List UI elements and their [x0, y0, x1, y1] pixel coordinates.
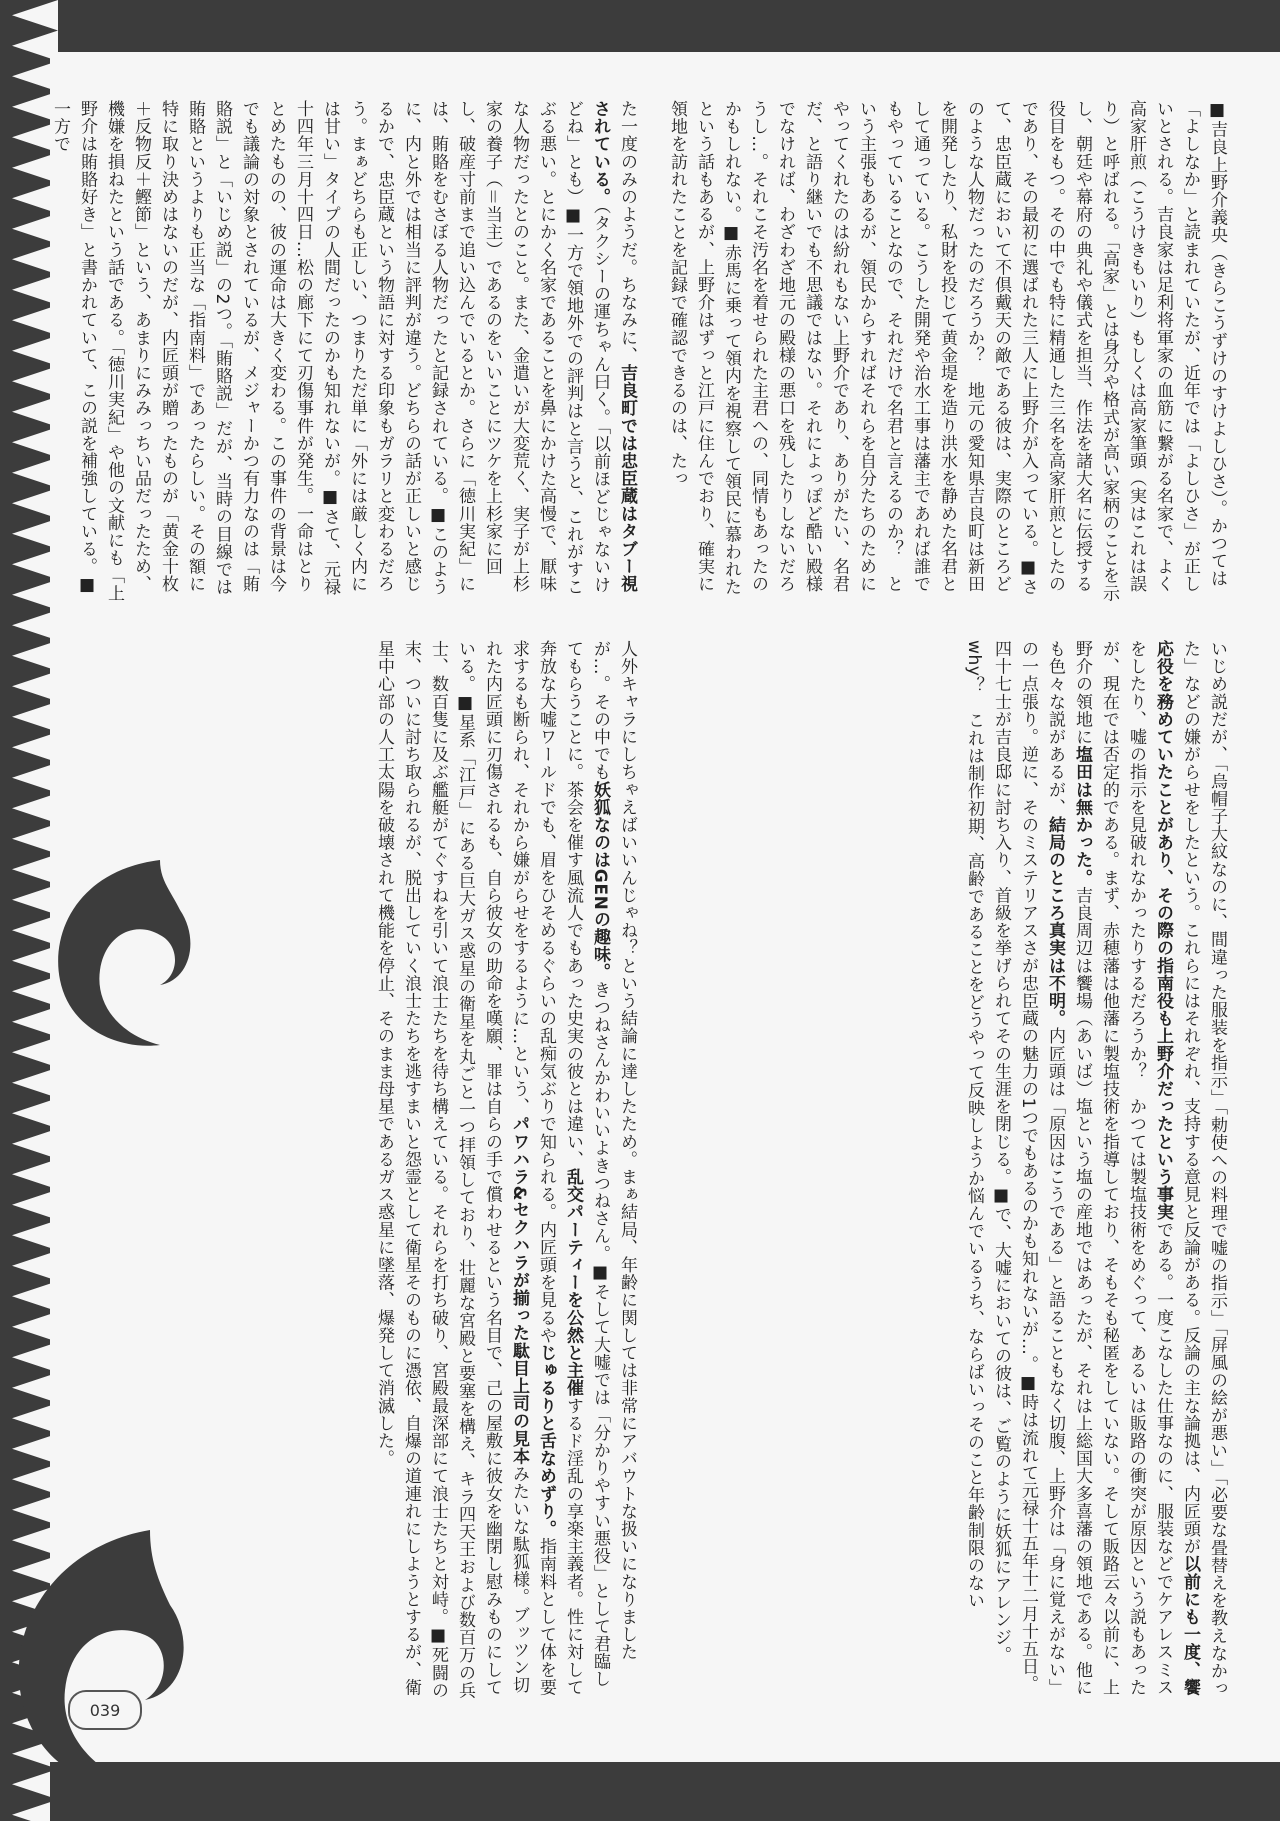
emphasis-text: 以前にも一度、饗応役を務めていたことがあり、その際の指南役も上野介だったという事実	[1153, 640, 1200, 1697]
text-section-taboo	[50, 100, 640, 610]
emphasis-text: パワハラ&セクハラが揃った駄目上司の見本	[509, 1115, 529, 1466]
bottom-frame	[50, 1762, 1280, 1821]
emphasis-text: 塩田は無かった。	[1072, 745, 1092, 887]
emphasis-text: 乱交パーティーを公然と主催	[563, 1168, 583, 1397]
emphasis-text: 結局のところ真実は不明。	[1045, 816, 1065, 1028]
body-text: 人外キャラにしちゃえばいいんじゃね？という結論に達したため。まぁ結局、年齢に関しては非常にアバウトな扱いになりましたが…。その中でも	[590, 640, 637, 1661]
text-section-kitsune	[110, 640, 640, 1700]
body-text: するド淫乱の享楽主義者。性に対して奔放な大嘘ワールドでも、眉をひそめるぐらいの乱痴気ぶりで知られる。内匠頭を見るや	[536, 640, 583, 1697]
body-text: みたいな駄狐様。ブッツン切れた内匠頭に刃傷されるも、自ら彼女の助命を嘆願、罪は自らの手で償わせるという名目で、己の屋敷に彼女を幽閉し慰みものにしている。■星系「江戸」にある巨大ガス惑星の衛星を丸ごと一つ拝領しており、壮麗な宮殿と要塞を構え、キラ四天王および数百万の兵士、数百隻に及ぶ艦艇がてぐすねを引いて浪士たちを待ち構えている。それらを打ち破り、宮殿最深部にて浪士たちと対峙。■死闘の末、ついに討ち取られるが、脱出していく浪士たちを逃すまいと怨霊として衛星そのものに憑依、自爆の道連れにしようとするが、衛星中心部の人工太陽を破壊されて機能を停止、そのまま母星であるガス惑星に墜落、爆発して消滅した。	[374, 640, 529, 1699]
body-text: きつねさんかわいいよきつねさん。■そして大嘘では「分かりやすい悪役」として君臨してもらうことに。茶会を催す風流人でもあった史実の彼とは違い、	[563, 640, 610, 1688]
emphasis-text: じゅるりと舌なめずり。	[536, 1344, 556, 1538]
text-section-kira	[655, 100, 1230, 610]
body-text: 吉良周辺は饗場（あいば）塩という塩の産地ではあったが、それは上総国大多喜藩の領地である。他にも色々な説があるが、	[1045, 640, 1092, 1697]
tomoe-crest-icon	[0, 1520, 180, 1800]
body-text: ■吉良上野介義央（きらこうずけのすけよしひさ）。かつては「よしなか」と読まれていたが、近年では「よしひさ」が正しいとされる。吉良家は足利将軍家の血筋に繋がる名家で、よく高家肝煎（こうけきもいり）もしくは高家筆頭（実はこれは誤り）と呼ばれる。「高家」とは身分や格式が高い家柄のことを示し、朝廷や幕府の典礼や儀式を担当、作法を諸大名に伝授する役目をもつ。その中でも特に精通した三名を高家肝煎としたのであり、その最初に選ばれた三人に上野介が入っている。■さて、忠臣蔵において不倶戴天の敵である彼は、実際のところどのような人物だったのだろうか？ 地元の愛知県吉良町は新田を開発したり、私財を投じて黄金堤を造り洪水を静めた名君として通っている。こうした開発や治水工事は藩主であれば誰でもやっていることなので、それだけで名君と言えるのか？ という主張もあるが、領民からすればそれらを自分たちのためにやってくれたのは紛れもない上野介であり、ありがたい、名君だ、と語り継いでも不思議ではない。それによっぽど酷い殿様でなければ、わざわざ地元の殿様の悪口を残したりしないだろうし…。それこそ汚名を着せられた主君への、同情もあったのかもしれない。■赤馬に乗って領内を視察して領民に慕われたという話もあるが、上野介はずっと江戸に住んでおり、確実に領地を訪れたことを記録で確認できるのは、たっ	[667, 100, 1227, 602]
body-text: いじめ説だが、「烏帽子大紋なのに、間違った服装を指示」「勅使への料理で嘘の指示」「屏風の絵が悪い」「必要な畳替えを教えなかった」などの嫌がらせをしたという。これらにはそれぞれ、支持する意見と反論がある。反論の主な論拠は、内匠頭が	[1180, 640, 1227, 1698]
body-text: 内匠頭は「原因はこうである」と語ることもなく切腹、上野介は「身に覚えがない」の一点張り。逆に、そのミステリアスさが忠臣蔵の魅力の1つでもあるのかも知れないが…。■時は流れて元禄十五年十二月十五日。四十七士が吉良邸に討ち入り、首級を挙げられてその生涯を閉じる。■で、大嘘においての彼は、ご覧のように妖狐にアレンジ。why？ これは制作初期、高齢であることをどうやって反映しようか悩んでいるうち、ならばいっそのこと年齢制限のない	[964, 640, 1065, 1697]
body-text: 指南料として体を要求するも断られ、それから嫌がらせをするように…という、	[509, 640, 556, 1697]
tomoe-crest-icon	[40, 840, 190, 1060]
text-section-ijime	[655, 640, 1230, 1700]
body-text: た一度のみのようだ。ちなみに、	[617, 100, 637, 364]
body-text: （タクシーの運ちゃん曰く。「以前ほどじゃないけどね」とも）■一方で領地外での評判はと言うと、これがすこぶる悪い。とにかく名家であることを鼻にかけた高慢で、厭味な人物だったとのこと。また、金遣いが大変荒く、実子が上杉家の養子（＝当主）であるのをいいことにツケを上杉家に回し、破産寸前まで追い込んでいるとか。さらに「徳川実紀」には、賄賂をむさぼる人物だったと記録されている。■このように、内と外では相当に評判が違う。どちらの話が正しいと感じるかで、忠臣蔵という物語に対する印象もガラリと変わるだろう。まぁどちらも正しい、つまりただ単に「外には厳しく内には甘い」タイプの人間だったのかも知れないが。■さて、元禄十四年三月十四日…松の廊下にて刃傷事件が発生。一命はとりとめたものの、彼の運命は大きく変わる。この事件の背景は今でも議論の対象とされているが、メジャーかつ有力なのは「賄賂説」と「いじめ説」の2つ。「賄賂説」だが、当時の目線では賄賂というよりも正当な「指南料」であったらしい。その額に特に取り決めはないのだが、内匠頭が贈ったものが「黄金十枚＋反物反＋鰹節」という、あまりにみみっちい品だったため、機嫌を損ねたという話である。「徳川実紀」や他の文献にも「上野介は賄賂好き」と書かれていて、この説を補強している。■一方で	[50, 100, 610, 602]
page-number: 039	[68, 1690, 142, 1730]
body-text: である。一度こなした仕事なのに、服装などでケアレスミスをしたり、嘘の指示を見破れなかったりするだろうか？ かつては製塩技術をめぐって、あるいは販路の衝突が原因という説もあったが、現在では否定的である。まず、赤穂藩は他藩に製塩技術を指導しており、そもそも秘匿をしていない。そして販路云々以前に、上野介の領地に	[1072, 640, 1173, 1697]
emphasis-text: 妖狐なのはGENの趣味。	[590, 780, 610, 981]
emphasis-text: 吉良町では忠臣蔵はタブー視されている。	[590, 100, 637, 593]
